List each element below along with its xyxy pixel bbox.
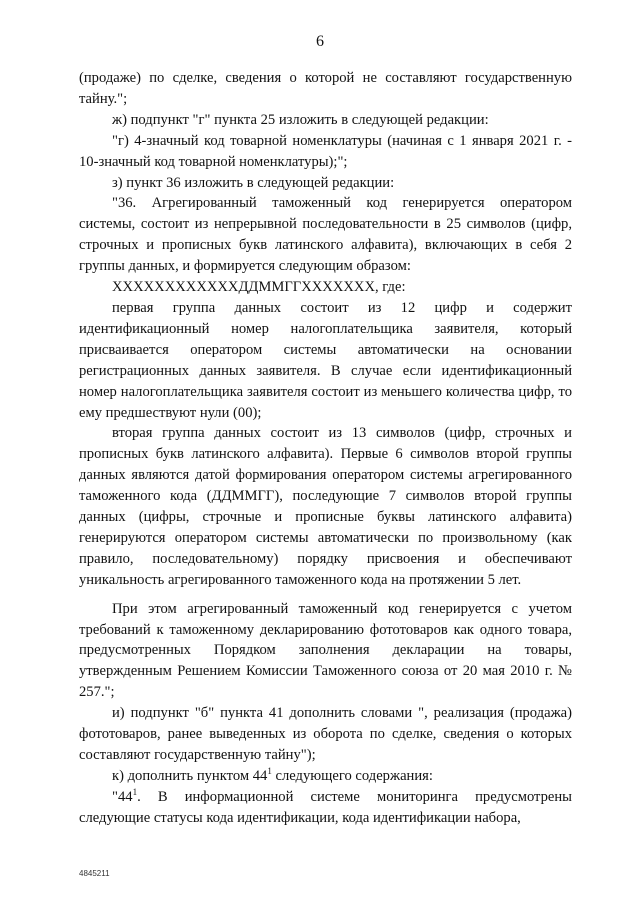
paragraph: первая группа данных состоит из 12 цифр и содержит идентификационный номер налогоплательщика заявителя, который присваивается оператором системы автоматически на основании регистрационных данных заявителя. В случае если идентификационный номер налогоплательщика заявителя состоит из меньшего количества цифр, то ему предшествуют нули (00); [79,299,572,421]
paragraph: и) подпункт "б" пункта 41 дополнить словами ", реализация (продажа) фототоваров, ранее выведенных из оборота по сделке, сведения о которых составляют государственную тайну"); [79,705,572,763]
paragraph: "36. Агрегированный таможенный код генерируется оператором системы, состоит из непрерывной последовательности в 25 символов (цифр, строчных и прописных букв латинского алфавита), включающих в себя 2 группы данных, и формируется следующим образом: [79,195,572,275]
paragraph [79,787,572,829]
paragraph: (продаже) по сделке, сведения о которой не составляют государственную тайну."; [79,70,572,107]
superscript: 1 [132,786,138,797]
paragraph-text: следующего содержания: [271,767,433,784]
paragraph: "г) 4-значный код товарной номенклатуры (начиная с 1 января 2021 г. - 10-значный код товарной номенклатуры);"; [79,132,572,170]
code-format-paragraph: ХХХХХХХХХХХХДДММГГХХХХХХХ, где: [112,279,406,296]
page-number: 6 [316,33,324,50]
paragraph: вторая группа данных состоит из 13 символов (цифр, строчных и прописных букв латинского алфавита). Первые 6 символов второй группы данных являются датой формирования оператором системы агрегированного таможенного кода (ДДММГГ), последующие 7 символов второй группы данных (цифры, строчные и прописные буквы латинского алфавита) генерируются оператором системы автоматически по произвольному (как правило, последовательному) порядку присвоения и обеспечивают уникальность агрегированного таможенного кода на протяжении 5 лет. [79,425,572,588]
paragraph [79,766,572,787]
paragraph-text: к) дополнить пунктом 44 [112,767,268,784]
superscript: 1 [267,765,272,776]
paragraph: з) пункт 36 изложить в следующей редакции: [112,174,395,191]
paragraph: ж) подпункт "г" пункта 25 изложить в следующей редакции: [112,111,489,128]
document-body [79,68,572,829]
document-code: 4845211 [79,869,110,878]
paragraph: При этом агрегированный таможенный код генерируется с учетом требований к таможенному декларированию фототоваров как одного товара, предусмотренных Порядком заполнения декларации на товары, утвержденным Решением Комиссии Таможенного союза от 20 мая 2010 г. № 257."; [79,600,572,701]
paragraph-text: . В информационной системе мониторинга предусмотрены следующие статусы кода идентификации, кода идентификации набора, [79,788,572,826]
paragraph-text: "44 [112,788,133,805]
